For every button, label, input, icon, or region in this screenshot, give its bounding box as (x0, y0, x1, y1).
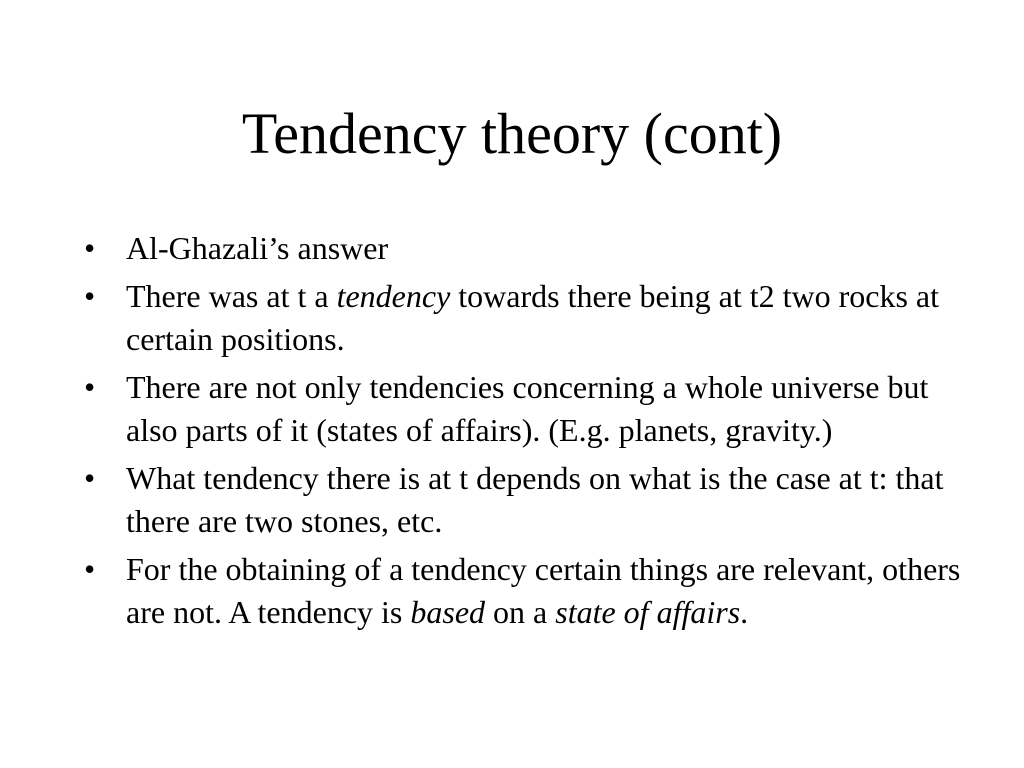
bullet-list (84, 227, 964, 639)
bullet-text (126, 230, 388, 266)
bullet-text (126, 551, 960, 630)
bullet-text (126, 369, 928, 448)
bullet-marker: • (84, 551, 96, 587)
bullet-item (84, 457, 964, 543)
bullet-segment-italic: state of affairs (555, 594, 741, 630)
slide-title: Tendency theory (cont) (241, 101, 783, 166)
bullet-segment: For the obtaining of a tendency certain things are relevant, others are not. A tendency is (126, 551, 961, 630)
bullet-text (126, 278, 939, 357)
bullet-segment: . (740, 594, 749, 630)
bullet-segment: towards there being at t2 two rocks at certain positions. (126, 278, 940, 357)
bullet-item (84, 275, 964, 361)
bullet-text (126, 460, 944, 539)
bullet-marker: • (84, 278, 96, 314)
bullet-item (84, 366, 964, 452)
bullet-segment: There was at t a (126, 278, 337, 314)
bullet-marker: • (84, 369, 96, 405)
bullet-item (84, 227, 964, 270)
bullet-marker: • (84, 230, 96, 266)
bullet-marker: • (84, 460, 96, 496)
bullet-segment: Al-Ghazali’s answer (126, 230, 389, 266)
bullet-segment-italic: based (410, 594, 486, 630)
bullet-segment: There are not only tendencies concerning a whole universe but also parts of it (states of affairs). (E.g. planets, gravity.) (126, 369, 929, 448)
bullet-segment: on a (485, 594, 556, 630)
bullet-segment: What tendency there is at t depends on what is the case at t: that there are two stones, etc. (126, 460, 944, 539)
bullet-item (84, 548, 964, 634)
bullet-segment-italic: tendency (336, 278, 451, 314)
